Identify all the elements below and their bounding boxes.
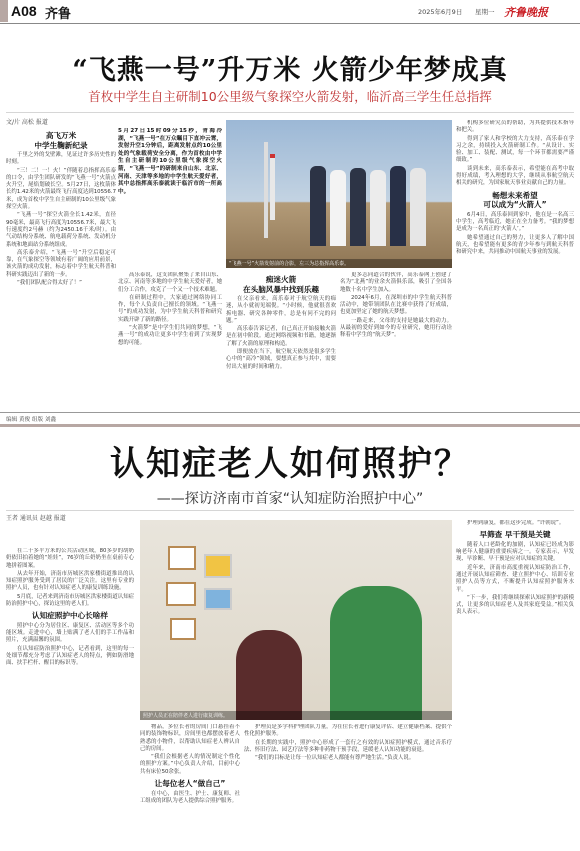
paper-logo: 齐鲁晚报 bbox=[504, 6, 548, 19]
story1-headline: “飞燕一号”升万米 火箭少年梦成真 bbox=[72, 55, 508, 86]
story1-launch-photo bbox=[226, 120, 452, 268]
wall-frame bbox=[170, 618, 196, 640]
wall-frame bbox=[166, 582, 196, 606]
paragraph: 机构多位研究员的帮助，为其提供技术指导和把关。 bbox=[456, 120, 574, 134]
rocket bbox=[270, 154, 275, 220]
paragraph: “我们的目标是让每一位认知症老人都能有尊严地生活。”负责人说。 bbox=[255, 755, 415, 762]
person bbox=[410, 168, 426, 246]
story1-subhead-passion: 痴迷火箭 在头脑风暴中找到乐趣 bbox=[243, 275, 319, 294]
person bbox=[310, 166, 326, 246]
story1-column-3 bbox=[226, 272, 336, 410]
paragraph: 随着人口老龄化的加剧，认知症已经成为影响老年人健康的重要疾病之一。专家表示，早发现、早诊断、早干预是应对认知症的关键。 bbox=[456, 541, 574, 563]
story2-headline: 认知症老人如何照护？ bbox=[110, 444, 470, 484]
paragraph: 6月4日，高乐泰回到家中，他在是一名高三中学生，高考临近，她正在全力备考。“我的梦想是成为一名真正的‘火箭人’。” bbox=[456, 211, 574, 233]
paragraph: 高乐泰说，这支团队聚集了来自山东、北京、河南等多地的中学生航天爱好者，她们分工合作，攻克了一个又一个技术难题。 bbox=[118, 272, 222, 293]
paragraph: 照护中心分为居住区、康复区、活动区等多个功能区域。走进中心，墙上贴满了老人们的手工作品和照片，充满温馨的氛围。 bbox=[6, 622, 134, 644]
paragraph: 护理到康复，都在这步完成。“许朝说”。 bbox=[467, 520, 565, 526]
wall-frame bbox=[204, 588, 232, 610]
story2-care-photo bbox=[140, 520, 452, 720]
story2-column-4 bbox=[244, 724, 452, 846]
story1-column-1 bbox=[6, 128, 116, 410]
paragraph: “三！二！一！火！”伴随着总指挥高乐泰的口令，由学生团队研发的“飞燕一号”火箭点火升空，尾焰划破长空。5月27日，这枚箭体长约1.42米的火箭最终飞行高度达到10556.7米，成为首枚中学生自主研制的10公里级气象探空火箭。 bbox=[6, 167, 116, 211]
story2-subhead-screening: 早筛查 早干预是关键 bbox=[479, 530, 551, 540]
paragraph: 在父亲看来，高乐泰对于航空航天的痴迷，从小就初见端倪。“小时候，他就很喜欢拆电器、研究各种零件，总是有问不完的问题。” bbox=[226, 296, 336, 324]
photo-caption: 照护人员正在陪伴老人进行康复训练。 bbox=[140, 711, 452, 720]
paragraph: 谈到未来，高乐泰表示，希望能在高考中取得好成绩，考入理想的大学，继续从事航空航天相关的研究，为国家航天事业贡献自己的力量。 bbox=[456, 165, 574, 187]
wall-frame bbox=[168, 546, 196, 570]
paragraph: 在二十多平方米的公共活动区域，80多岁的胡奶奶依旧拍着她的“娃娃”，76岁的丘奶奶坐在桌前专心地拼着图案。 bbox=[6, 548, 134, 569]
paragraph: “我们团队配合得太好了！” bbox=[17, 280, 82, 287]
story1-pullquote: 5月27日15时09分15秒，青海冷湖，“飞燕一号”在万众瞩目下直冲云霄，发射升空1分钟后，距离发射点约10公里处的气象载荷安全分离，作为首枚由中学生自主研制的10公里级气象探空火箭，“飞燕一号”的研制来自山东、北京、河南、天津等多地的中学生航天爱好者，其中总指挥高乐泰就读于临沂市的一所高中。 bbox=[118, 128, 222, 195]
photo-caption: “飞燕一号”火箭发射前的合影，左三为总指挥高乐泰。 bbox=[226, 259, 452, 268]
person bbox=[370, 170, 386, 246]
paragraph: 5月底，记者来到济南市历城区洪家楼街道认知症防治照护中心，探访这里的老人们。 bbox=[6, 593, 134, 608]
paragraph: 护理员是多学科护理团队力量，为在住长者进行康复评估、建立健康档案、提供个性化照护服务。 bbox=[244, 724, 452, 738]
story2-column-1 bbox=[6, 548, 134, 846]
paragraph: 千里之外的戈壁滩，见证过许多历史性的时刻。 bbox=[6, 152, 116, 166]
story2-column-3 bbox=[140, 724, 240, 846]
page-header bbox=[0, 0, 580, 22]
paragraph: 从去年开始，济南市历城区洪家楼街道推出的认知症照护服务受到了居民的广泛关注。这里有专业的照护人员，也有针对认知症老人的康复训练设施。 bbox=[6, 570, 134, 592]
paragraph: “下一步，我们将继续探索认知症照护的新模式，让更多的认知症老人及其家庭受益。”相关负责人表示。 bbox=[456, 594, 574, 616]
wall-frame bbox=[204, 554, 232, 578]
story1-column-4 bbox=[340, 272, 452, 410]
story1-subheadline: 首枚中学生自主研制10公里级气象探空火箭发射，临沂高三学生任总指挥 bbox=[88, 89, 492, 104]
issue-weekday: 星期一 bbox=[475, 8, 495, 16]
paragraph: 一路走来，父母的支持是她最大的动力。从最初的爱好到如今的专业研究，她用行动诠释着中学生的“航天梦”。 bbox=[340, 317, 452, 339]
elderly-person bbox=[236, 630, 302, 720]
person bbox=[390, 166, 406, 246]
story2-column-5 bbox=[456, 520, 574, 846]
story1-byline: 文/片 高松 报道 bbox=[6, 119, 48, 126]
section-name: 齐鲁 bbox=[45, 7, 72, 22]
paragraph: 在认知症防治照护中心，记者看到，这里的每一处细节都充分考虑了认知症老人的特点，例如防滑地面、扶手栏杆、醒目的标识等。 bbox=[6, 645, 134, 667]
paragraph: “飞燕一号”探空火箭全长1.42米，直径90毫米，最高飞行高度为10556.7米，最大飞行速度约2马赫（约为2450.16千米/时）。由气动结构分系统、航电载荷分系统、发动机分系统和地面站分系统组成。 bbox=[6, 212, 116, 248]
caregiver bbox=[330, 586, 422, 720]
person bbox=[330, 170, 346, 246]
paragraph: 在中心，由医生、护士、康复师、社工组成的团队为老人提供综合照护服务。 bbox=[140, 790, 240, 804]
story2-subhead-self: 让每位老人“做自己” bbox=[154, 779, 226, 789]
story2-subheadline: ——探访济南市首家“认知症防治照护中心” bbox=[156, 491, 424, 507]
story1-subhead-future: 畅想未来希望 可以成为“火箭人” bbox=[483, 190, 547, 210]
paragraph: 近年来，济南市高度重视认知症防治工作，通过开展认知症筛查、建立照护中心、培训专业照护人员等方式，不断提升认知症照护服务水平。 bbox=[456, 564, 574, 593]
person bbox=[350, 168, 366, 246]
story1-column-2 bbox=[118, 272, 222, 410]
paragraph: 2024年6月，在深圳市的中学生航天科普活动中，她带领团队在比赛中获得了好成绩，也更加坚定了她的航天梦想。 bbox=[340, 294, 452, 316]
paragraph: “火箭梦”是中学生们共同的梦想，“飞燕一号”的成功让更多中学生看到了实现梦想的可能。 bbox=[118, 325, 222, 346]
paragraph: 高乐泰介绍，“飞燕一号”升空后稳定可靠，在气象探空等领域有着广阔的应用前景，该火箭的成功发射，标志着中学生航天科普和科研实践迈出了新的一步。 bbox=[6, 249, 116, 278]
paragraph: 得到了家人和学校的大力支持，高乐泰在学习之余，持续投入火箭研制工作。“从设计、实验、加工、装配、测试，每一个环节都需要严谨细致。” bbox=[456, 135, 574, 164]
paragraph: “我们会根据老人的情况制定个性化的照护方案。”中心负责人介绍，目前中心共有床位50余张。 bbox=[140, 754, 240, 775]
paragraph: 高乐泰告诉记者，自己真正开始接触火箭是在初中阶段。通过网络视频和书籍，她逐渐了解了火箭的原理和构造。 bbox=[226, 326, 336, 347]
story1-subhead-record: 高飞万米 中学生鞠新纪录 bbox=[34, 131, 88, 150]
paragraph: 物品，多位长者的房间门口悬挂着不同的装饰物标识，房间里也都摆放着老人熟悉的小物件，以帮助认知症老人辨认自己的房间。 bbox=[140, 724, 240, 752]
page-number: A08 bbox=[11, 3, 37, 19]
story1-column-5 bbox=[456, 120, 574, 410]
paragraph: 在长期的实践中，照护中心形成了一套行之有效的认知症照护模式，通过音乐疗法、怀旧疗法、园艺疗法等多种非药物干预手段，延缓老人认知功能的衰退。 bbox=[244, 739, 452, 753]
paragraph: 即便放在当下，航空航天依然是很多学生心中的“高冷”领域，要想真正参与其中，需要付出大量的时间和精力。 bbox=[226, 349, 336, 370]
header-band bbox=[0, 0, 8, 22]
story2-byline: 王者 通讯员 赵越 报道 bbox=[6, 515, 66, 522]
paragraph: 更多志同道合的伙伴，高乐泰网上创建了名为“北燕”的业余火箭俱乐部，吸引了全国各地数十名中学生加入。 bbox=[340, 272, 452, 293]
editor-credits: 编辑 黄俊 组版 刘鑫 bbox=[6, 417, 57, 423]
story2-subhead-center: 认知症照护中心长啥样 bbox=[32, 611, 108, 621]
paragraph: 她希望通过自己的努力，让更多人了解中国航天，也希望能有更多的青少年参与到航天科普和研究中来，共同推动中国航天事业的发展。 bbox=[456, 234, 574, 256]
rocket-launcher bbox=[264, 142, 268, 238]
issue-date: 2025年6月9日 bbox=[418, 8, 463, 16]
paragraph: 在研制过程中，大家通过网络协同工作，每个人负责自己擅长的领域。“飞燕一号”的成功发射，为中学生航天科普和研究实践开辟了新的路径。 bbox=[118, 294, 222, 323]
